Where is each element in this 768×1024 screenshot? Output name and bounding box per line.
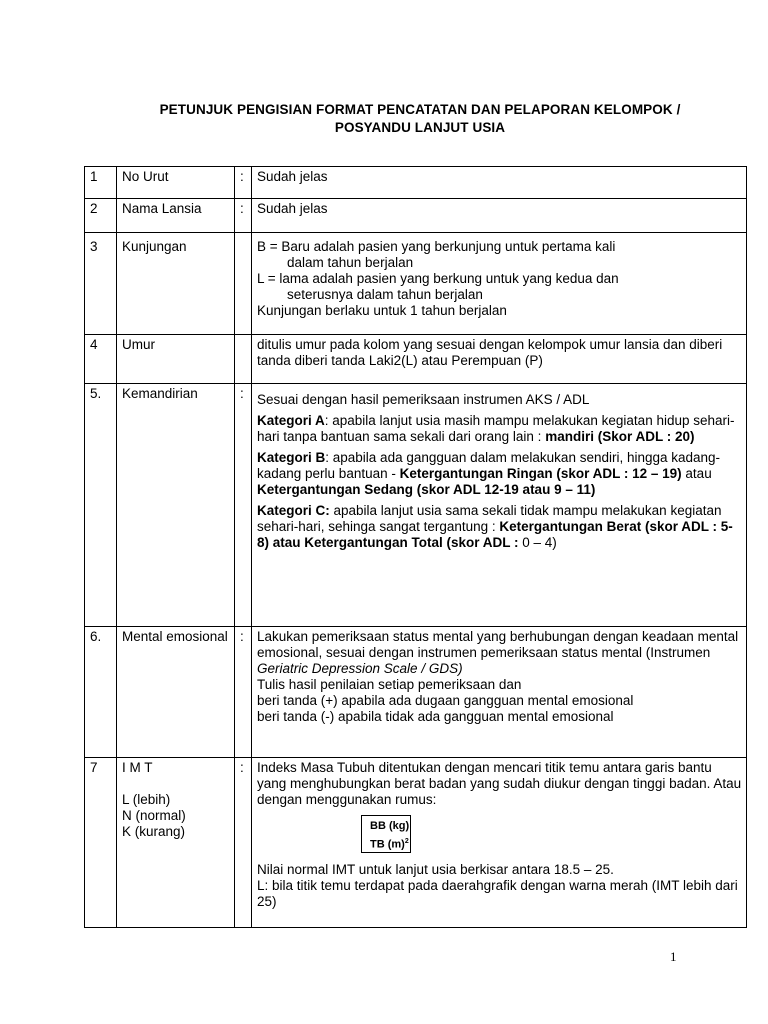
colon-separator: : (235, 627, 252, 758)
imt-definition: Indeks Masa Tubuh ditentukan dengan mencari titik temu antara garis bantu yang menghubungkan berat badan yang sudah diukur dengan tinggi badan. Atau dengan menggunakan rumus: (257, 760, 742, 807)
table-row (85, 384, 747, 627)
gds-instrument-name: Geriatric Depression Scale / GDS) (257, 661, 463, 676)
row-label: Mental emosional (117, 627, 235, 758)
formula-numerator: BB (kg) (370, 820, 410, 832)
mental-note-1: Tulis hasil penilaian setiap pemeriksaan dan (257, 677, 522, 692)
category-b-heading: Kategori B (257, 450, 326, 465)
category-b-score-light: Ketergantungan Ringan (skor ADL : 12 – 19) (399, 466, 682, 481)
row-label: Kunjungan (117, 233, 235, 335)
category-a-heading: Kategori A (257, 413, 325, 428)
category-c-heading: Kategori C: (257, 503, 330, 518)
row-number: 1 (85, 167, 117, 199)
colon-separator: : (235, 758, 252, 928)
visit-repeat-continuation: seterusnya dalam tahun berjalan (287, 287, 483, 302)
table-row (85, 233, 747, 335)
category-c-text: apabila lanjut usia sama sekali tidak mampu melakukan kegiatan sehari-hari, sehinga sangat tergantung : (257, 503, 722, 534)
row-label: Kemandirian (117, 384, 235, 627)
row-number: 5. (85, 384, 117, 627)
imt-category-lebih: L (lebih) (122, 792, 171, 807)
mental-note-positive: beri tanda (+) apabila ada dugaan gangguan mental emosional (257, 693, 634, 708)
visit-new-continuation: dalam tahun berjalan (287, 255, 414, 270)
adl-intro: Sesuai dengan hasil pemeriksaan instrumen AKS / ADL (257, 392, 590, 407)
table-row (85, 199, 747, 233)
category-a-score: mandiri (Skor ADL : 20) (545, 429, 695, 444)
category-c-score-end: 0 – 4) (522, 535, 557, 550)
visit-new-definition: B = Baru adalah pasien yang berkunjung untuk pertama kali (257, 239, 616, 254)
colon-separator: : (235, 384, 252, 627)
row-description (252, 758, 747, 928)
mental-note-negative: beri tanda (-) apabila tidak ada gangguan mental emosional (257, 709, 614, 724)
title-line-2: POSYANDU LANJUT USIA (334, 120, 506, 135)
row-description: Sudah jelas (252, 199, 747, 233)
imt-normal-range: Nilai normal IMT untuk lanjut usia berkisar antara 18.5 – 25. (257, 862, 614, 877)
formula-denominator: TB $(m)^2$ (370, 838, 409, 851)
instructions-table (84, 166, 747, 928)
row-description (252, 627, 747, 758)
table-row (85, 627, 747, 758)
row-number: 6. (85, 627, 117, 758)
row-number: 7 (85, 758, 117, 928)
table-row (85, 167, 747, 199)
mental-instruction (257, 629, 742, 677)
row-label: No Urut (117, 167, 235, 199)
category-c-score: Ketergantungan Berat (skor ADL : 5-8) atau Ketergantungan Total (skor ADL : (257, 519, 733, 550)
row-number: 3 (85, 233, 117, 335)
category-c (257, 503, 742, 551)
mental-instruction-text: Lakukan pemeriksaan status mental yang berhubungan dengan keadaan mental emosional, sesuai dengan instrumen pemeriksaan status mental (Instrumen (257, 629, 739, 660)
row-description: Sudah jelas (252, 167, 747, 199)
row-description: ditulis umur pada kolom yang sesuai dengan kelompok umur lansia dan diberi tanda diberi tanda Laki2(L) atau Perempuan (P) (252, 335, 747, 384)
table-row (85, 335, 747, 384)
imt-category-kurang: K (kurang) (122, 824, 186, 839)
colon-separator: : (235, 199, 252, 233)
colon-separator (235, 233, 252, 335)
bmi-formula (361, 815, 411, 853)
colon-separator: : (235, 167, 252, 199)
category-b (257, 450, 742, 498)
row-description (252, 384, 747, 627)
title-line-1: PETUNJUK PENGISIAN FORMAT PENCATATAN DAN PELAPORAN KELOMPOK / (159, 102, 681, 117)
visit-note: Kunjungan berlaku untuk 1 tahun berjalan (257, 303, 507, 318)
category-a (257, 413, 742, 445)
row-label-cell (117, 758, 235, 928)
category-a-text: : apabila lanjut usia masih mampu melakukan kegiatan hidup sehari-hari tanpa bantuan sama sekali dari orang lain : (257, 413, 735, 444)
imt-category-normal: N (normal) (122, 808, 186, 823)
row-description (252, 233, 747, 335)
visit-repeat-definition: L = lama adalah pasien yang berkung untuk yang kedua dan (257, 271, 619, 286)
row-label: I M T (122, 760, 153, 775)
document-title (90, 101, 750, 137)
category-b-score-medium: Ketergantungan Sedang (skor ADL 12-19 atau 9 – 11) (257, 482, 596, 497)
row-label: Nama Lansia (117, 199, 235, 233)
category-b-connector: atau (681, 466, 712, 481)
colon-separator (235, 335, 252, 384)
formula-exponent: 2 (404, 838, 409, 845)
imt-lebih-note: L: bila titik temu terdapat pada daerahgrafik dengan warna merah (IMT lebih dari 25) (257, 878, 738, 909)
page-number: 1 (670, 949, 677, 964)
row-label: Umur (117, 335, 235, 384)
row-number: 4 (85, 335, 117, 384)
table-row (85, 758, 747, 928)
category-b-text: : apabila ada gangguan dalam melakukan sendiri, hingga kadang-kadang perlu bantuan - (257, 450, 721, 481)
row-number: 2 (85, 199, 117, 233)
